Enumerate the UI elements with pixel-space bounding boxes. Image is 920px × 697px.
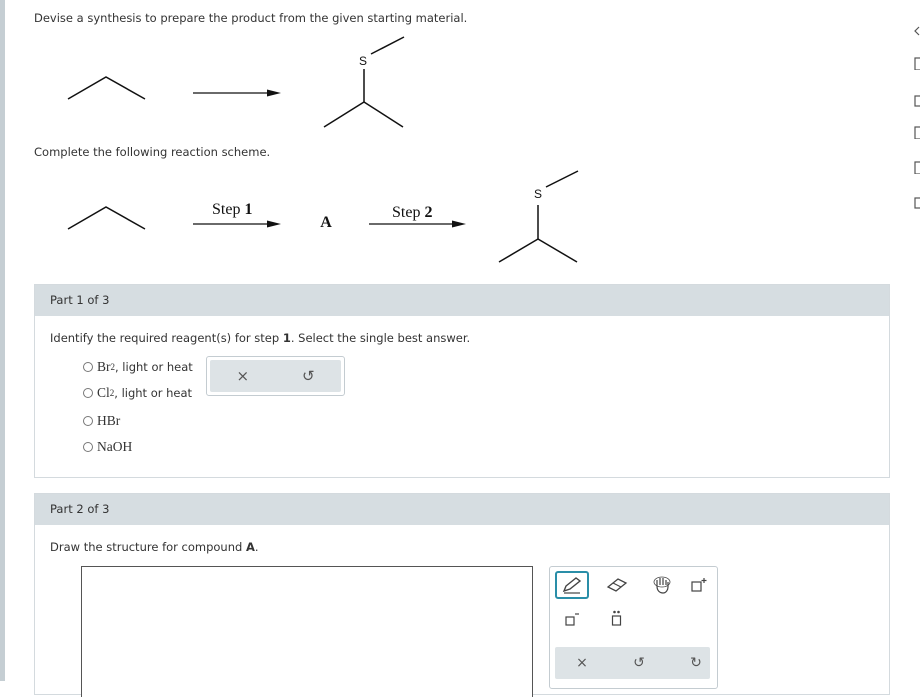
radio-button[interactable] — [83, 442, 93, 452]
reference-icon[interactable] — [910, 93, 920, 107]
scheme-heading: Complete the following reaction scheme. — [34, 145, 271, 159]
starting-material-structure — [68, 77, 145, 99]
undo-button[interactable]: ↺ — [301, 367, 315, 385]
minus-charge-icon — [562, 610, 582, 628]
eraser-tool-button[interactable] — [600, 571, 634, 599]
part1-card — [34, 284, 890, 478]
scheme-starting-material — [68, 207, 145, 229]
step1-arrowhead — [267, 221, 281, 228]
step2-label: Step 2 — [392, 204, 433, 221]
redo-drawing-button[interactable]: ↻ — [690, 655, 702, 671]
clear-button[interactable]: × — [236, 367, 250, 385]
option-cl2[interactable]: Cl 2 , light or heat — [83, 385, 192, 401]
part2-card — [34, 493, 890, 695]
drawing-toolbar — [549, 566, 718, 689]
remove-charge-button[interactable] — [555, 605, 589, 633]
part2-question: Draw the structure for compound A. — [50, 540, 259, 554]
part1-header: Part 1 of 3 — [35, 285, 889, 316]
option-hbr[interactable]: HBr — [83, 413, 120, 429]
periodic-table-icon[interactable] — [910, 125, 920, 139]
undo-drawing-button[interactable]: ↺ — [633, 655, 645, 671]
part1-question: Identify the required reagent(s) for step 1. Select the single best answer. — [50, 331, 471, 345]
calculator-icon[interactable] — [910, 56, 920, 70]
intermediate-a-label: A — [320, 214, 332, 231]
lone-pair-icon — [607, 609, 627, 629]
product-sulfur-label: S — [358, 54, 368, 68]
scheme-product-structure — [499, 171, 578, 262]
radio-button[interactable] — [83, 362, 93, 372]
pencil-icon — [561, 576, 583, 594]
option-naoh[interactable]: NaOH — [83, 439, 132, 455]
step2-arrowhead — [452, 221, 466, 228]
drawing-canvas[interactable] — [81, 566, 533, 697]
collapse-chevron-icon[interactable] — [910, 23, 920, 37]
notes-icon[interactable] — [910, 160, 920, 174]
lone-pair-button[interactable] — [600, 605, 634, 633]
part1-answer-tools — [206, 356, 345, 396]
radio-button[interactable] — [83, 388, 93, 398]
hand-tool-button[interactable] — [645, 571, 679, 599]
radio-button[interactable] — [83, 416, 93, 426]
toolbar-actions — [555, 647, 710, 679]
resources-icon[interactable] — [910, 195, 920, 209]
intro-prompt: Devise a synthesis to prepare the product from the given starting material. — [34, 11, 468, 25]
add-charge-button[interactable] — [682, 571, 716, 599]
pencil-tool-button[interactable] — [555, 571, 589, 599]
option-br2[interactable]: Br 2 , light or heat — [83, 359, 193, 375]
step1-label: Step 1 — [212, 201, 253, 218]
eraser-icon — [606, 577, 628, 593]
part2-header: Part 2 of 3 — [35, 494, 889, 525]
clear-drawing-button[interactable]: × — [576, 655, 588, 671]
add-plus-icon — [689, 576, 709, 594]
scheme-sulfur-label: S — [533, 187, 543, 201]
hand-icon — [652, 575, 672, 595]
reaction-drawings — [0, 0, 920, 280]
product-structure — [324, 37, 404, 127]
synthesis-arrowhead — [267, 90, 281, 97]
